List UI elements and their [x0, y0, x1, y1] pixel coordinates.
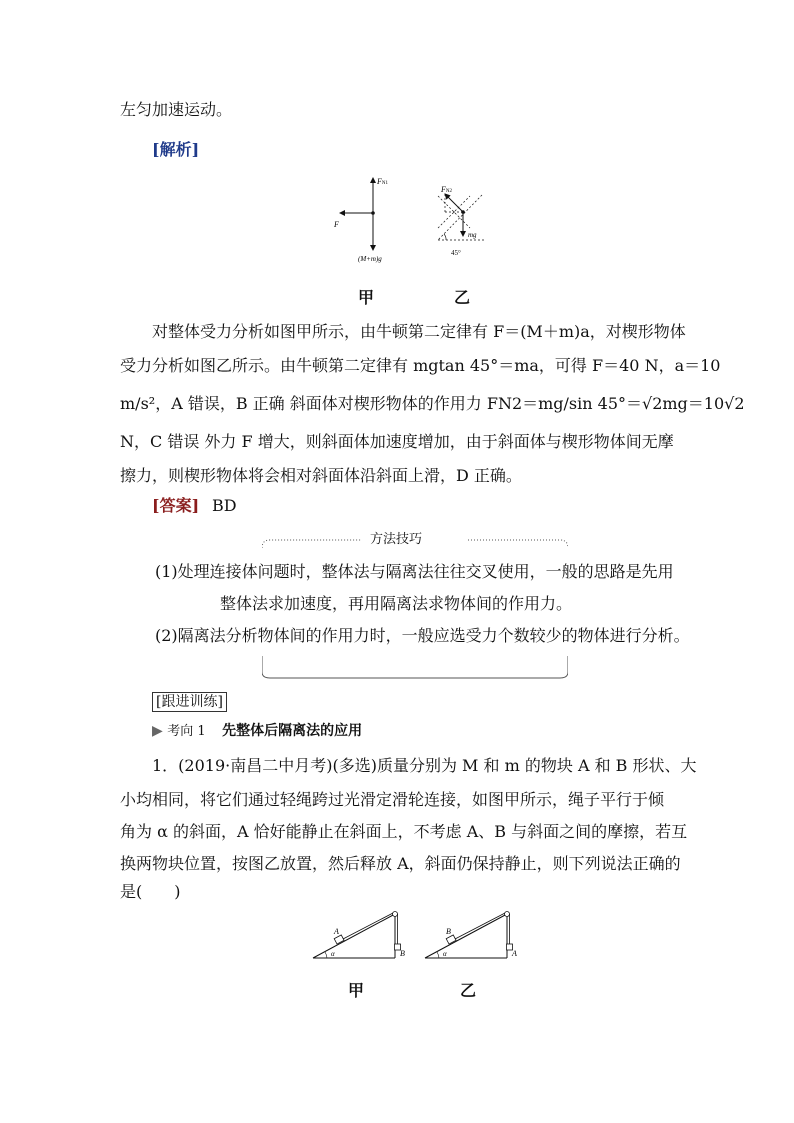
figure1-caption-left: 甲 [358, 288, 375, 307]
analysis-line-1: 对整体受力分析如图甲所示，由牛顿第二定律有 F＝(M＋m)a，对楔形物体 [152, 322, 686, 341]
right-hanging-a-label: A [512, 949, 517, 958]
angle-label: 45° [451, 249, 461, 257]
left-angle-label: α [331, 950, 335, 958]
analysis-label: [解析] [152, 140, 200, 159]
question-line-3: 角为 α 的斜面，A 恰好能静止在斜面上，不考虑 A、B 与斜面之间的摩擦，若互 [120, 822, 688, 841]
answer-value: BD [212, 496, 237, 515]
question-line-1: 1．(2019·南昌二中月考)(多选)质量分别为 M 和 m 的物块 A 和 B 形状、大 [152, 756, 697, 775]
kaoxiang-heading: ▶ 考向 1 先整体后隔离法的应用 [152, 723, 363, 739]
force-diagram-figure [320, 170, 500, 270]
f-label: F [334, 220, 339, 229]
answer-label: [答案] [152, 496, 200, 515]
analysis-line-4: N，C 错误 外力 F 增大，则斜面体加速度增加，由于斜面体与楔形物体间无摩 [120, 432, 674, 451]
fn2-label: FN2 [441, 185, 453, 194]
tips-line-3: (2)隔离法分析物体间的作用力时，一般应选受力个数较少的物体进行分析。 [155, 626, 690, 645]
incline-left [313, 912, 405, 959]
tips-title: 方法技巧 [370, 532, 423, 547]
question-line-5: 是( ) [120, 882, 181, 901]
left-hanging-b-label: B [400, 949, 405, 958]
tips-line-1: (1)处理连接体问题时，整体法与隔离法往往交叉使用，一般的思路是先用 [155, 562, 674, 581]
incline-figure [305, 908, 525, 968]
analysis-line-2: 受力分析如图乙所示。由牛顿第二定律有 mgtan 45°＝ma，可得 F＝40 N，a＝10 [120, 356, 721, 375]
mg-label: mg [468, 231, 477, 239]
question-line-4: 换两物块位置，按图乙放置，然后释放 A，斜面仍保持静止，则下列说法正确的 [120, 854, 681, 873]
continued-text-line: 左匀加速运动。 [120, 100, 233, 119]
analysis-line-5: 擦力，则楔形物体将会相对斜面体沿斜面上滑，D 正确。 [120, 466, 522, 485]
whole-body-force-diagram [333, 177, 389, 263]
incline-right [425, 912, 517, 959]
figure2-caption-left: 甲 [348, 981, 365, 1000]
weight-label: (M+m)g [358, 255, 382, 263]
figure2-caption-right: 乙 [460, 981, 477, 1000]
triangle-icon: ▶ [152, 723, 163, 739]
right-block-b-label: B [446, 927, 451, 936]
left-block-a-label: A [334, 927, 339, 936]
question-line-2: 小均相同，将它们通过轻绳跨过光滑定滑轮连接，如图甲所示，绳子平行于倾 [120, 790, 665, 809]
tips-line-2: 整体法求加速度，再用隔离法求物体间的作用力。 [220, 594, 573, 613]
right-angle-label: α [443, 950, 447, 958]
fn1-label: FN1 [377, 177, 389, 186]
figure1-caption-right: 乙 [454, 288, 471, 307]
analysis-line-3: m/s²，A 错误，B 正确 斜面体对楔形物体的作用力 FN2＝mg/sin 45°＝√2mg＝10√2 [120, 394, 745, 413]
wedge-force-diagram [438, 185, 485, 257]
follow-up-training-label: [跟进训练] [152, 692, 227, 712]
